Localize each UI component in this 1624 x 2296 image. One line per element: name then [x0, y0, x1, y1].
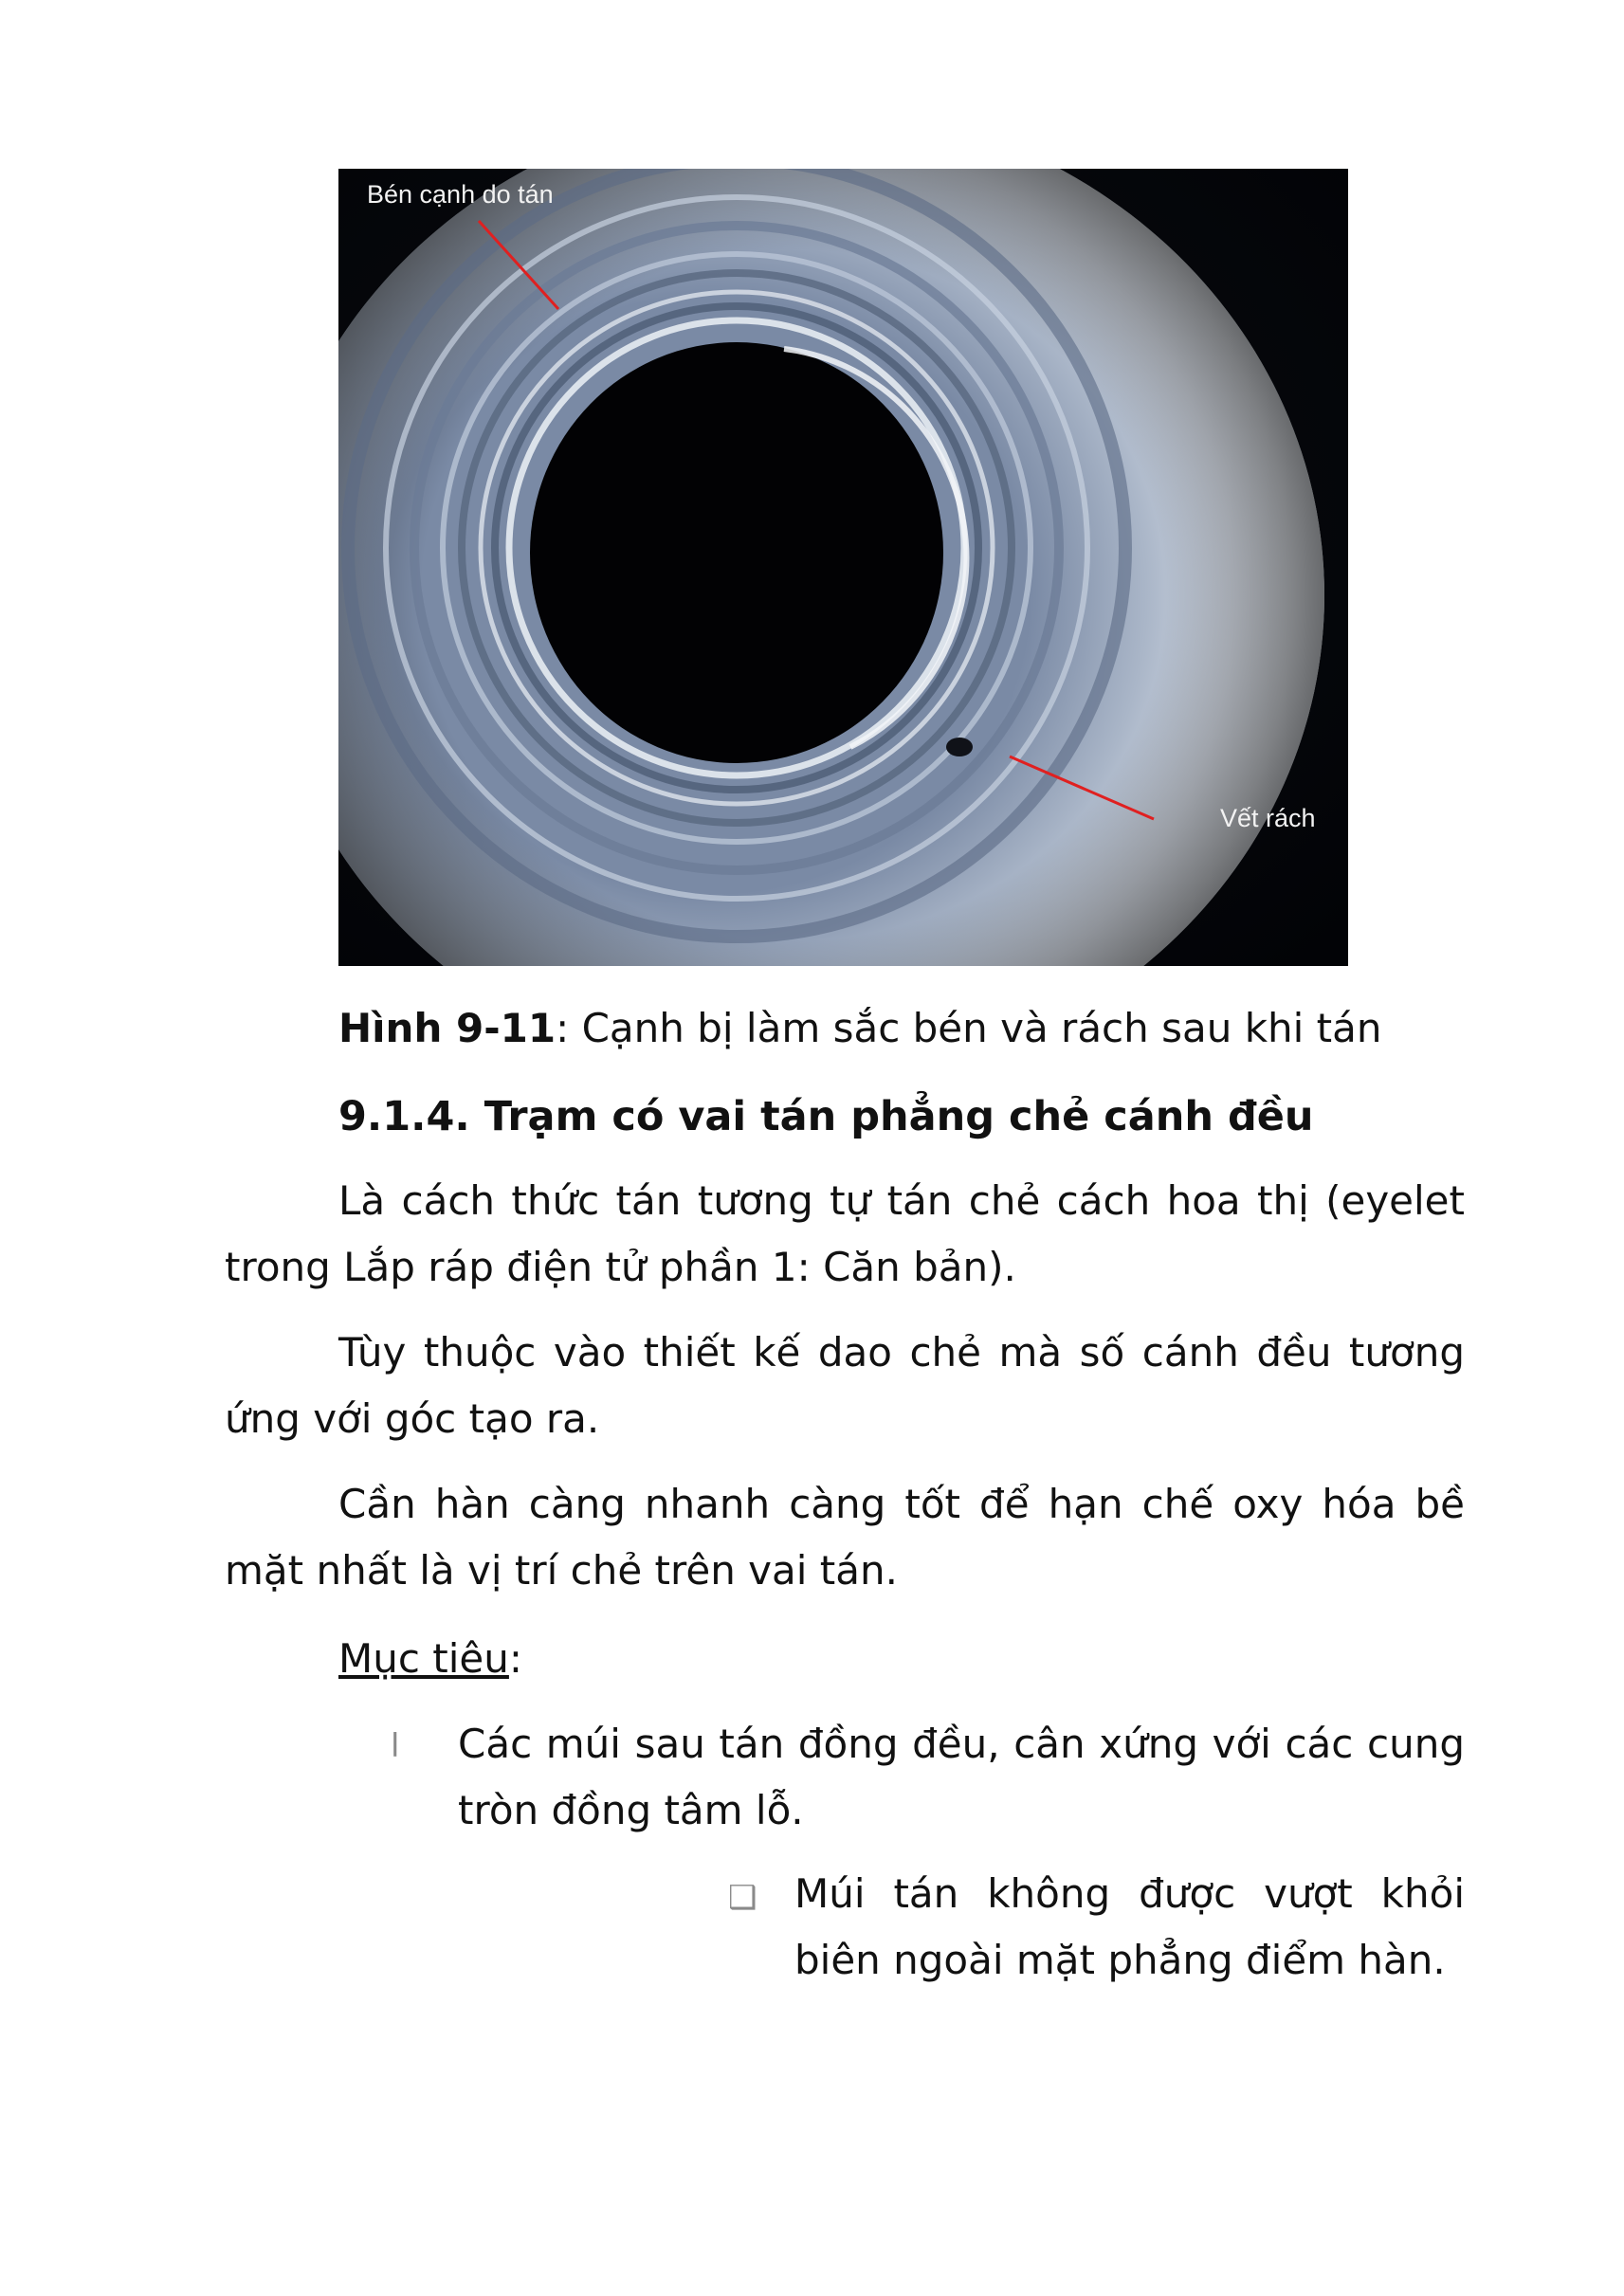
goal-label — [338, 1631, 522, 1687]
figure-photo — [338, 169, 1348, 966]
bullet-item-1: Các múi sau tán đồng đều, cân xứng với các cung tròn đồng tâm lỗ. — [458, 1721, 1465, 1833]
section-heading: 9.1.4. Trạm có vai tán phẳng chẻ cánh đều — [338, 1093, 1314, 1140]
paragraph-2: Tùy thuộc vào thiết kế dao chẻ mà số cánh đều tương ứng với góc tạo ra. — [225, 1329, 1465, 1442]
figure-label-tear: Vết rách — [1220, 804, 1316, 832]
bullet-mark-1: l — [391, 1727, 400, 1765]
bullet-item-2: Múi tán không được vượt khỏi biên ngoài mặt phẳng điểm hàn. — [794, 1870, 1465, 1983]
goal-label-text: Mục tiêu — [338, 1635, 509, 1682]
paragraph-1: Là cách thức tán tương tự tán chẻ cách hoa thị (eyelet trong Lắp ráp điện tử phần 1: Căn bản). — [225, 1177, 1465, 1290]
caption-prefix: Hình 9-11 — [338, 1005, 557, 1051]
bullet-mark-2: ❑ — [728, 1879, 757, 1917]
goal-label-colon: : — [508, 1635, 523, 1682]
figure-caption — [338, 1000, 1382, 1057]
eyelet-photo — [338, 169, 1348, 966]
figure-label-edge: Bén cạnh do tán — [367, 180, 554, 209]
paragraph-3: Cần hàn càng nhanh càng tốt để hạn chế oxy hóa bề mặt nhất là vị trí chẻ trên vai tán. — [225, 1481, 1465, 1594]
caption-text: : Cạnh bị làm sắc bén và rách sau khi tán — [556, 1005, 1382, 1051]
